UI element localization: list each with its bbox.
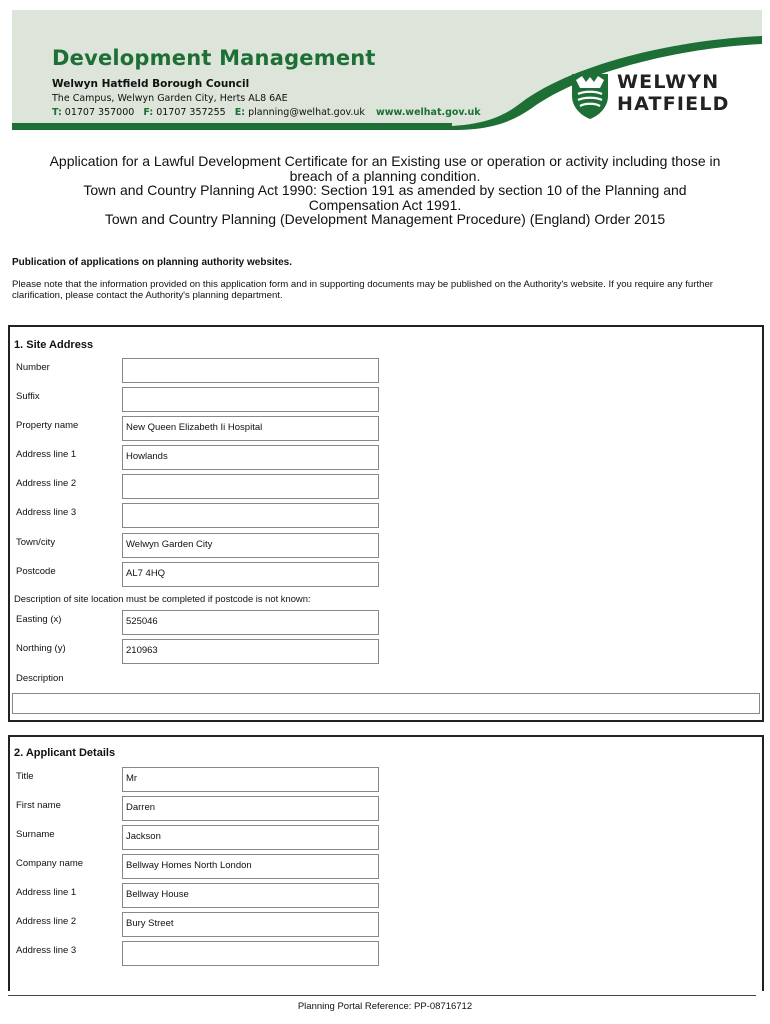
description-label: Description (16, 673, 64, 684)
footer-divider (8, 995, 756, 996)
property-name-label: Property name (16, 420, 79, 431)
address-line-1-field[interactable]: Howlands (122, 445, 379, 470)
postcode-field[interactable]: AL7 4HQ (122, 562, 379, 587)
form-title (8, 154, 762, 227)
address-line-3-field[interactable] (122, 503, 379, 528)
suffix-field[interactable] (122, 387, 379, 412)
company-name-field[interactable]: Bellway Homes North London (122, 854, 379, 879)
applicant-address-line-3-field[interactable] (122, 941, 379, 966)
council-address: The Campus, Welwyn Garden City, Herts AL8 6AE (52, 93, 288, 104)
site-address-section (8, 325, 764, 722)
first-name-label: First name (16, 800, 61, 811)
easting-field[interactable]: 525046 (122, 610, 379, 635)
applicant-details-section (8, 735, 764, 991)
surname-field[interactable]: Jackson (122, 825, 379, 850)
title-line-1: Application for a Lawful Development Certificate for an Existing use or operation or activity including those in (49, 153, 721, 169)
email-label: E: (234, 107, 246, 118)
fax-label: F: (143, 107, 154, 118)
logo-wordmark (617, 71, 730, 115)
title-line-2: breach of a planning condition. (289, 167, 481, 184)
header-title: Development Management (52, 46, 376, 70)
title-line-4: Compensation Act 1991. (308, 196, 462, 213)
website-link[interactable]: www.welhat.gov.uk (375, 107, 481, 118)
northing-label: Northing (y) (16, 643, 66, 654)
suffix-label: Suffix (16, 391, 40, 402)
title-field[interactable]: Mr (122, 767, 379, 792)
address-line-2-field[interactable] (122, 474, 379, 499)
welwyn-hatfield-shield-icon (570, 72, 610, 120)
publication-heading: Publication of applications on planning authority websites. (12, 257, 293, 268)
address-line-3-label: Address line 3 (16, 507, 77, 518)
property-name-field[interactable]: New Queen Elizabeth Ii Hospital (122, 416, 379, 441)
logo-line-1: WELWYN (617, 71, 720, 93)
number-label: Number (16, 362, 50, 373)
company-name-label: Company name (16, 858, 84, 869)
postcode-label: Postcode (16, 566, 56, 577)
title-line-5: Town and Country Planning (Development Management Procedure) (England) Order 2015 (104, 211, 666, 227)
easting-label: Easting (x) (16, 614, 62, 625)
section-title: 1. Site Address (14, 339, 94, 351)
number-field[interactable] (122, 358, 379, 383)
title-label: Title (16, 771, 34, 782)
applicant-address-line-3-label: Address line 3 (16, 945, 77, 956)
title-line-3: Town and Country Planning Act 1990: Section 191 as amended by section 10 of the Planning and (83, 182, 687, 198)
applicant-address-line-2-label: Address line 2 (16, 916, 77, 927)
surname-label: Surname (16, 829, 55, 840)
first-name-field[interactable]: Darren (122, 796, 379, 821)
description-field[interactable] (12, 693, 760, 714)
northing-field[interactable]: 210963 (122, 639, 379, 664)
location-note: Description of site location must be completed if postcode is not known: (14, 593, 311, 604)
applicant-address-line-2-field[interactable]: Bury Street (122, 912, 379, 937)
portal-reference: Planning Portal Reference: PP-08716712 (297, 1001, 473, 1012)
applicant-address-line-1-label: Address line 1 (16, 887, 77, 898)
council-contact (52, 107, 481, 118)
fax-value: 01707 357255 (156, 107, 226, 118)
tel-label: T: (52, 107, 62, 118)
council-name: Welwyn Hatfield Borough Council (52, 78, 250, 90)
publication-text: Please note that the information provided on this application form and in supporting documents may be published on the Authority's website. If you require any further clarification, please contact the Authority's planning department. (12, 279, 713, 301)
email-value[interactable]: planning@welhat.gov.uk (248, 107, 365, 118)
tel-value: 01707 357000 (64, 107, 135, 118)
town-field[interactable]: Welwyn Garden City (122, 533, 379, 558)
address-line-1-label: Address line 1 (16, 449, 77, 460)
address-line-2-label: Address line 2 (16, 478, 77, 489)
section-title: 2. Applicant Details (14, 747, 116, 759)
applicant-address-line-1-field[interactable]: Bellway House (122, 883, 379, 908)
town-label: Town/city (16, 537, 56, 548)
logo-line-2: HATFIELD (617, 93, 730, 115)
